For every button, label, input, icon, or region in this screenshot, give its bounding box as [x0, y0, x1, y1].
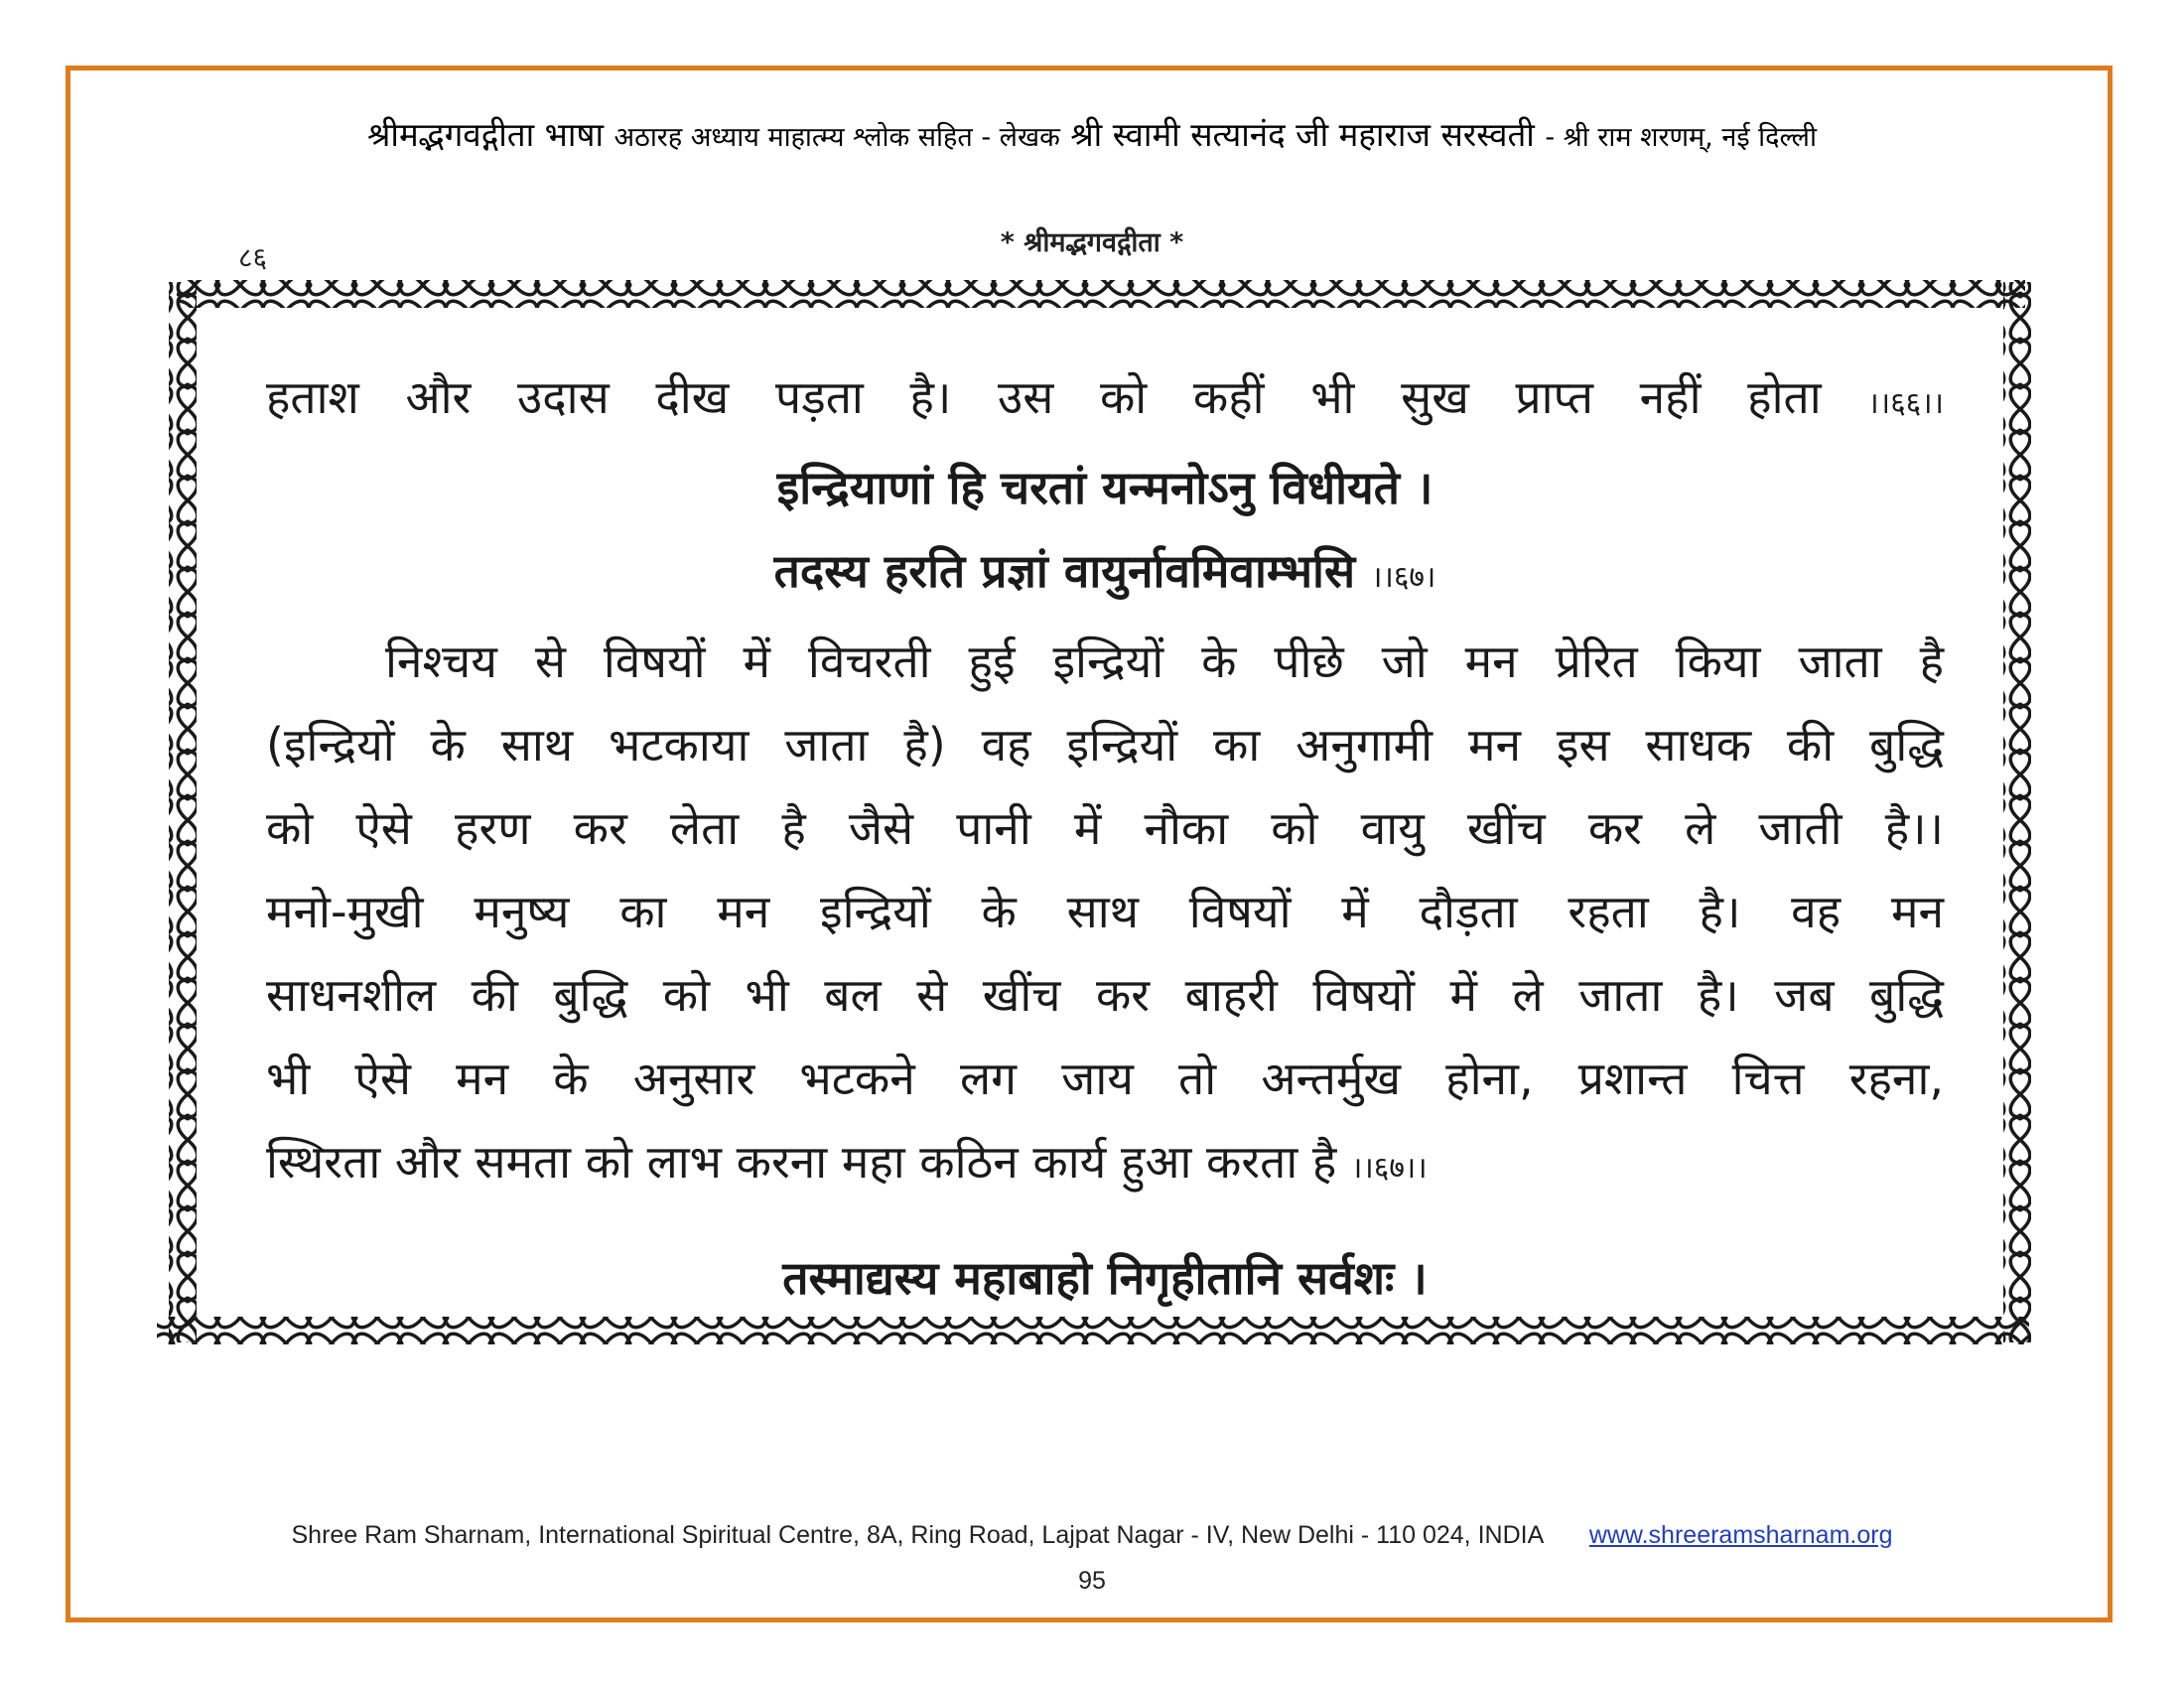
document-header: [0, 111, 2184, 156]
prose-line: हताश और उदास दीख पड़ता है। उस को कहीं भी सुख प्राप्त नहीं होता ।।६६।।: [266, 370, 1945, 424]
prose-line: मनो-मुखी मनुष्य का मन इन्द्रियों के साथ विषयों में दौड़ता रहता है। वह मन: [266, 885, 1944, 938]
prose-line: साधनशील की बुद्धि को भी बल से खींच कर बाहरी विषयों में ले जाता है। जब बुद्धि: [266, 968, 1944, 1022]
prose-line: निश्चय से विषयों में विचरती हुई इन्द्रियों के पीछे जो मन प्रेरित किया जाता है: [385, 634, 1944, 688]
author-name: श्री स्वामी सत्यानंद जी महाराज सरस्वती: [1070, 115, 1535, 154]
prose-line: (इन्द्रियों के साथ भटकाया जाता है) वह इन्द्रियों का अनुगामी मन इस साधक की बुद्धि: [266, 718, 1944, 772]
book-title: श्रीमद्भगवद्गीता भाषा: [367, 115, 604, 154]
scanned-page: [149, 272, 2050, 1358]
publisher-name: - श्री राम शरणम्, नई दिल्ली: [1545, 122, 1817, 153]
verse-number: ।।६७।: [1371, 560, 1436, 595]
scan-text-block: [266, 355, 1944, 1320]
footer-address: Shree Ram Sharnam, International Spiritual Centre, 8A, Ring Road, Lajpat Nagar - IV, New Delhi - 110 024, INDIA: [291, 1521, 1543, 1549]
spacer: [266, 1210, 1944, 1236]
verse-number: ।।६७।।: [1350, 1151, 1428, 1186]
prose-line: स्थिरता और समता को लाभ करना महा कठिन कार्य हुआ करता है ।।६७।।: [266, 1135, 1428, 1189]
prose-line: भी ऐसे मन के अनुसार भटकने लग जाय तो अन्तर्मुख होना, प्रशान्त चित्त रहना,: [266, 1052, 1944, 1105]
sanskrit-verse-line: तदस्य हरति प्रज्ञां वायुर्नावमिवाम्भसि ।।६७।: [773, 544, 1436, 598]
sanskrit-verse-line: इन्द्रियाणां हि चरतां यन्मनोऽनु विधीयते ।: [776, 461, 1433, 514]
prose-line: को ऐसे हरण कर लेता है जैसे पानी में नौका को वायु खींच कर ले जाती है।।: [266, 801, 1944, 855]
page-number: 95: [1078, 1567, 1106, 1595]
footer: [0, 1521, 2184, 1550]
website-link[interactable]: www.shreeramsharnam.org: [1588, 1521, 1893, 1549]
sanskrit-verse-line: तस्माद्यस्य महाबाहो निगृहीतानि सर्वशः ।: [782, 1251, 1428, 1305]
verse-number: ।।६६।।: [1867, 386, 1945, 421]
scan-running-head: * श्रीमद्भगवद्गीता *: [1000, 227, 1184, 258]
scan-page-number: ८६: [238, 241, 268, 274]
book-subtitle: अठारह अध्याय माहात्म्य श्लोक सहित - लेखक: [614, 122, 1060, 153]
